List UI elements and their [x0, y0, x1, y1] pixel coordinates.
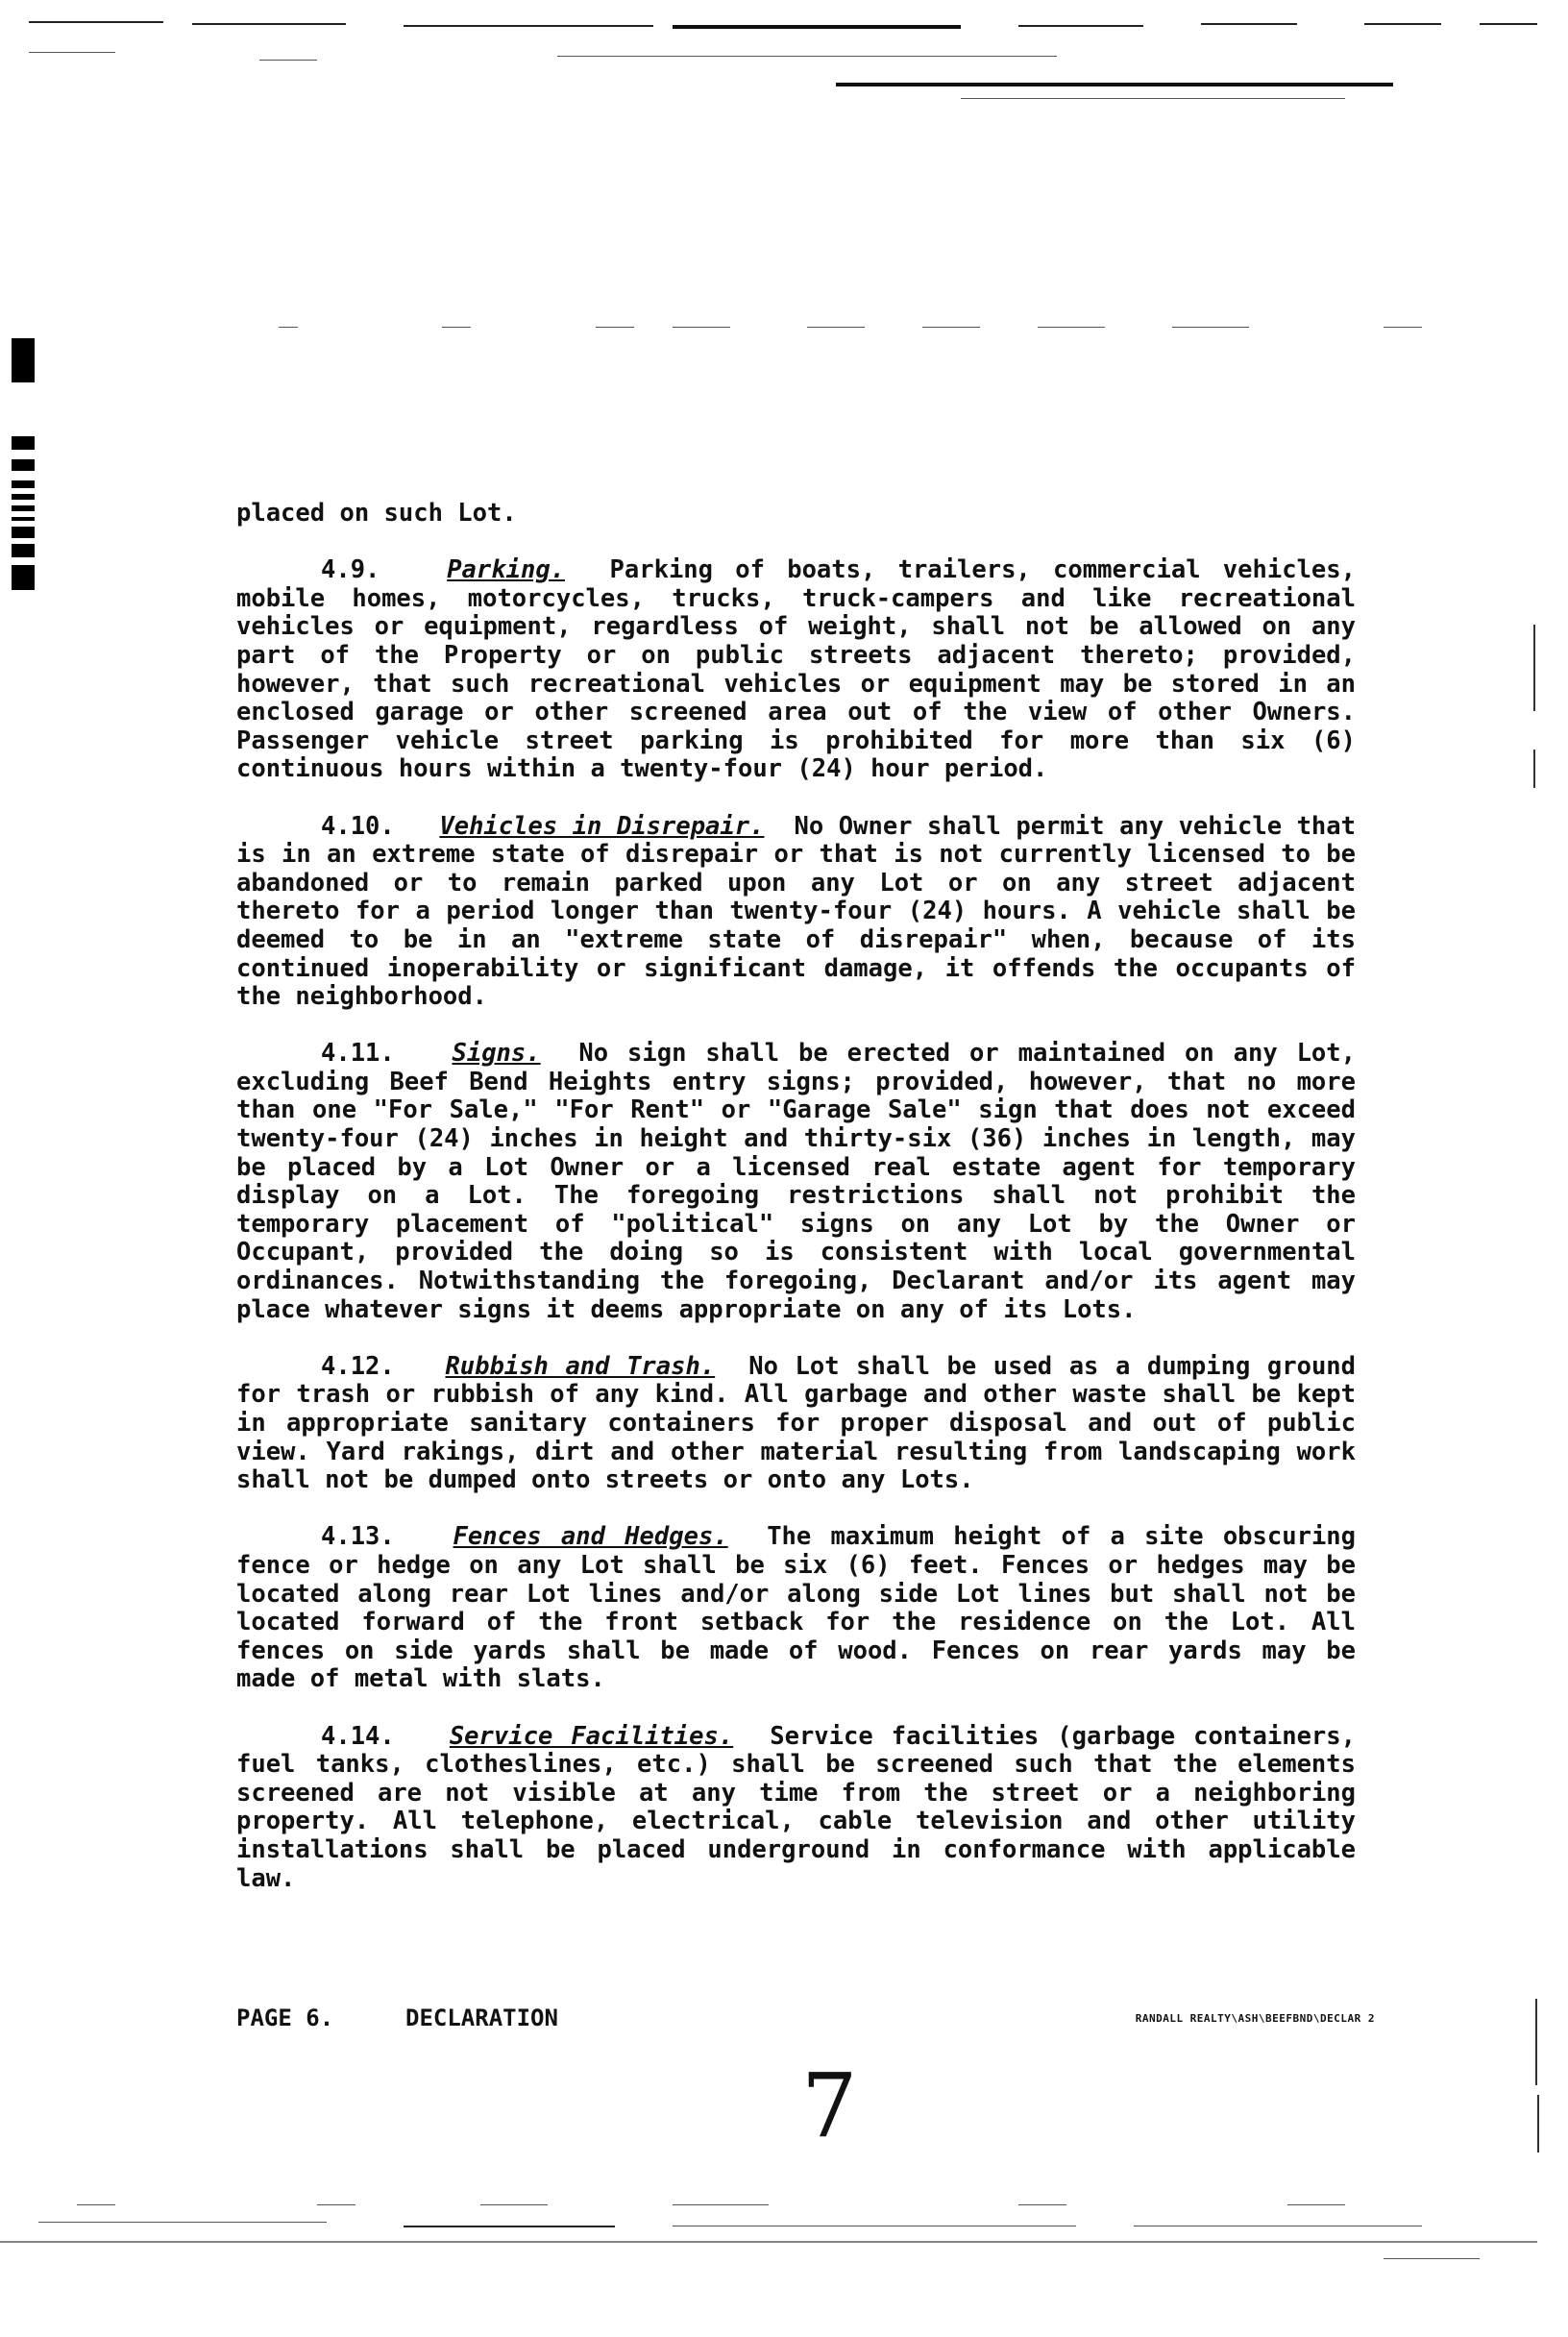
right-margin-rule: [1533, 750, 1535, 788]
left-edge-registration-mark: [12, 436, 35, 450]
section-number: 4.11.: [321, 1039, 395, 1069]
section-body: Service facilities (garbage containers, fuel tanks, clotheslines, etc.) shall be screened such that the elements screened are not visible at any time from the street or a neighboring property. All telephone, electrical, cable television and other utility installations shall be placed underground in conformance with applicable law.: [236, 1721, 1356, 1893]
section-body: No Owner shall permit any vehicle that is in an extreme state of disrepair or that is not currently licensed to be abandoned or to remain parked upon any Lot or on any street adjacent thereto for a period longer than twenty-four (24) hours. A vehicle shall be deemed to be in an "extreme state of disrepair" when, because of its continued inoperability or significant damage, it offends the occupants of the neighborhood.: [236, 811, 1356, 1012]
section-4-10: [236, 813, 1356, 1012]
section-title: Fences and Hedges.: [453, 1522, 728, 1552]
section-body: The maximum height of a site obscuring fence or hedge on any Lot shall be six (6) feet. Fences or hedges may be located along rear Lot lines and/or along side Lot lines but shall not be located forward of the front setback for the residence on the Lot. All fences on side yards shall be made of wood. Fences on rear yards may be made of metal with slats.: [236, 1522, 1356, 1694]
left-edge-registration-mark: [12, 459, 35, 471]
left-edge-registration-mark: [12, 505, 35, 511]
footer-page-label: PAGE 6.: [236, 2005, 334, 2031]
left-edge-registration-mark: [12, 517, 35, 521]
section-number: 4.9.: [321, 555, 380, 585]
section-4-12: [236, 1353, 1356, 1495]
section-title: Vehicles in Disrepair.: [439, 811, 765, 841]
handwritten-page-number: 7: [801, 2054, 858, 2157]
right-margin-rule: [1533, 625, 1535, 711]
section-4-11: [236, 1040, 1356, 1324]
left-edge-registration-mark: [12, 544, 35, 557]
left-edge-registration-mark: [12, 494, 35, 500]
section-title: Service Facilities.: [449, 1721, 734, 1751]
section-number: 4.13.: [321, 1522, 395, 1552]
right-margin-rule: [1537, 2095, 1539, 2152]
left-edge-registration-mark: [12, 527, 35, 538]
left-edge-registration-mark: [12, 480, 35, 488]
document-body: [236, 500, 1356, 1922]
section-title: Parking.: [447, 555, 566, 585]
section-4-9: [236, 556, 1356, 784]
section-body: Parking of boats, trailers, commercial vehicles, mobile homes, motorcycles, trucks, truck-campers and like recreational vehicles or equipment, regardless of weight, shall not be allowed on any part of the Property or on public streets adjacent thereto; provided, however, that such recreational vehicles or equipment may be stored in an enclosed garage or other screened area out of the view of other Owners. Passenger vehicle street parking is prohibited for more than six (6) continuous hours within a twenty-four (24) hour period.: [236, 555, 1356, 784]
section-4-13: [236, 1523, 1356, 1694]
section-number: 4.12.: [321, 1351, 395, 1381]
left-edge-registration-mark: [12, 565, 35, 590]
right-margin-rule: [1535, 1999, 1537, 2085]
footer-file-reference: RANDALL REALTY\ASH\BEEFBND\DECLAR 2: [1135, 2012, 1375, 2025]
left-edge-registration-mark: [12, 338, 35, 382]
lead-text: placed on such Lot.: [236, 499, 517, 528]
section-title: Signs.: [452, 1039, 541, 1069]
section-body: No Lot shall be used as a dumping ground for trash or rubbish of any kind. All garbage and other waste shall be kept in appropriate sanitary containers for proper disposal and out of public view. Yard rakings, dirt and other material resulting from landscaping work shall not be dumped onto streets or onto any Lots.: [236, 1351, 1356, 1495]
footer-document-label: DECLARATION: [405, 2005, 558, 2031]
mid-scan-artifacts: [0, 323, 1568, 332]
top-scan-artifacts: [0, 13, 1568, 100]
section-number: 4.14.: [321, 1721, 395, 1751]
section-title: Rubbish and Trash.: [445, 1351, 716, 1381]
bottom-scan-artifacts: [0, 2201, 1568, 2316]
section-4-14: [236, 1723, 1356, 1894]
section-number: 4.10.: [321, 811, 395, 841]
section-body: No sign shall be erected or maintained on any Lot, excluding Beef Bend Heights entry signs; provided, however, that no more than one "For Sale," "For Rent" or "Garage Sale" sign that does not exceed twenty-four (24) inches in height and thirty-six (36) inches in length, may be placed by a Lot Owner or a licensed real estate agent for temporary display on a Lot. The foregoing restrictions shall not prohibit the temporary placement of "political" signs on any Lot by the Owner or Occupant, provided the doing so is consistent with local governmental ordinances. Notwithstanding the foregoing, Declarant and/or its agent may place whatever signs it deems appropriate on any of its Lots.: [236, 1039, 1356, 1324]
